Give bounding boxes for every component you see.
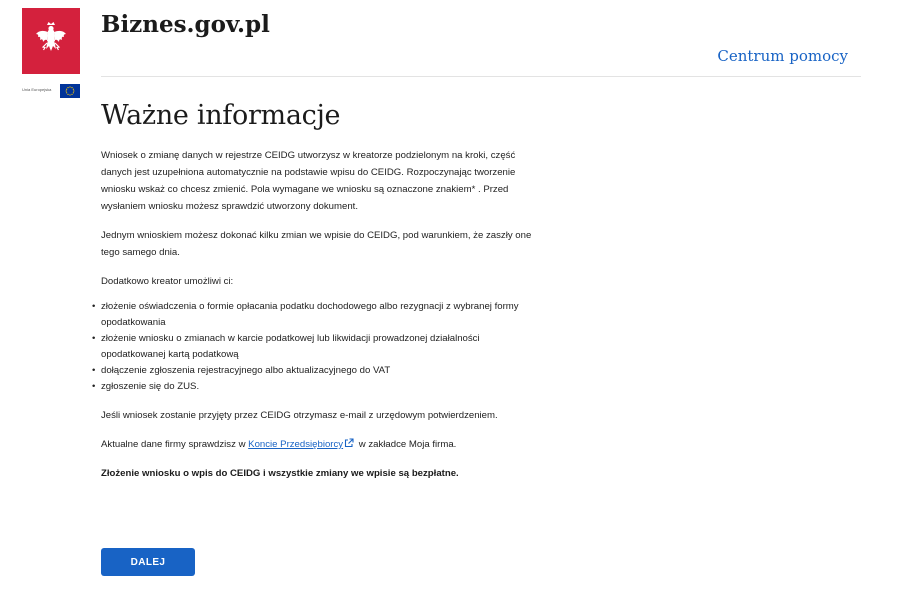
features-list: [94, 299, 541, 395]
eu-label: Unia Europejska: [22, 87, 52, 92]
external-link-icon[interactable]: [344, 438, 354, 448]
account-paragraph: [101, 436, 541, 453]
eu-flag-icon: [60, 84, 80, 98]
next-button[interactable]: DALEJ: [101, 548, 195, 576]
list-item: • zgłoszenie się do ZUS.: [94, 379, 541, 395]
main-content: [101, 100, 541, 482]
account-prefix: Aktualne dane firmy sprawdzisz w: [101, 439, 249, 450]
confirmation-paragraph: Jeśli wniosek zostanie przyjęty przez CEIDG otrzymasz e-mail z urzędowym potwierdzeniem.: [101, 410, 498, 421]
poland-emblem-logo[interactable]: [22, 8, 80, 74]
site-title[interactable]: Biznes.gov.pl: [101, 11, 270, 38]
free-of-charge-note: Złożenie wniosku o wpis do CEIDG i wszystkie zmiany we wpisie są bezpłatne.: [101, 468, 459, 479]
header-divider: [101, 76, 861, 77]
white-eagle-icon: [34, 21, 68, 61]
list-item: • złożenie oświadczenia o formie opłacania podatku dochodowego albo rezygnacji z wybranej formy opodatkowania: [94, 299, 541, 331]
eu-funding-mark: [22, 84, 80, 98]
list-intro: Dodatkowo kreator umożliwi ci:: [101, 276, 234, 287]
list-item: • dołączenie zgłoszenia rejestracyjnego albo aktualizacyjnego do VAT: [94, 363, 541, 379]
page-title: Ważne informacje: [101, 100, 341, 131]
account-suffix: w zakładce Moja firma.: [356, 439, 457, 450]
help-center-link[interactable]: Centrum pomocy: [717, 47, 848, 65]
business-account-link[interactable]: Koncie Przedsiębiorcy: [248, 439, 344, 450]
list-item: • złożenie wniosku o zmianach w karcie podatkowej lub likwidacji prowadzonej działalności opodatkowanej kartą podatkową: [94, 331, 541, 363]
multi-change-paragraph: Jednym wnioskiem możesz dokonać kilku zmian we wpisie do CEIDG, pod warunkiem, że zaszły one tego samego dnia.: [101, 230, 532, 258]
intro-paragraph: Wniosek o zmianę danych w rejestrze CEIDG utworzysz w kreatorze podzielonym na kroki, część danych jest uzupełniona automatycznie na podstawie wpisu do CEIDG. Rozpoczynając tworzenie wniosku wskaż co chcesz zmienić. Pola wymagane we wniosku są oznaczone znakiem* . Przed wysłaniem wniosku możesz sprawdzić utworzony dokument.: [101, 150, 516, 212]
